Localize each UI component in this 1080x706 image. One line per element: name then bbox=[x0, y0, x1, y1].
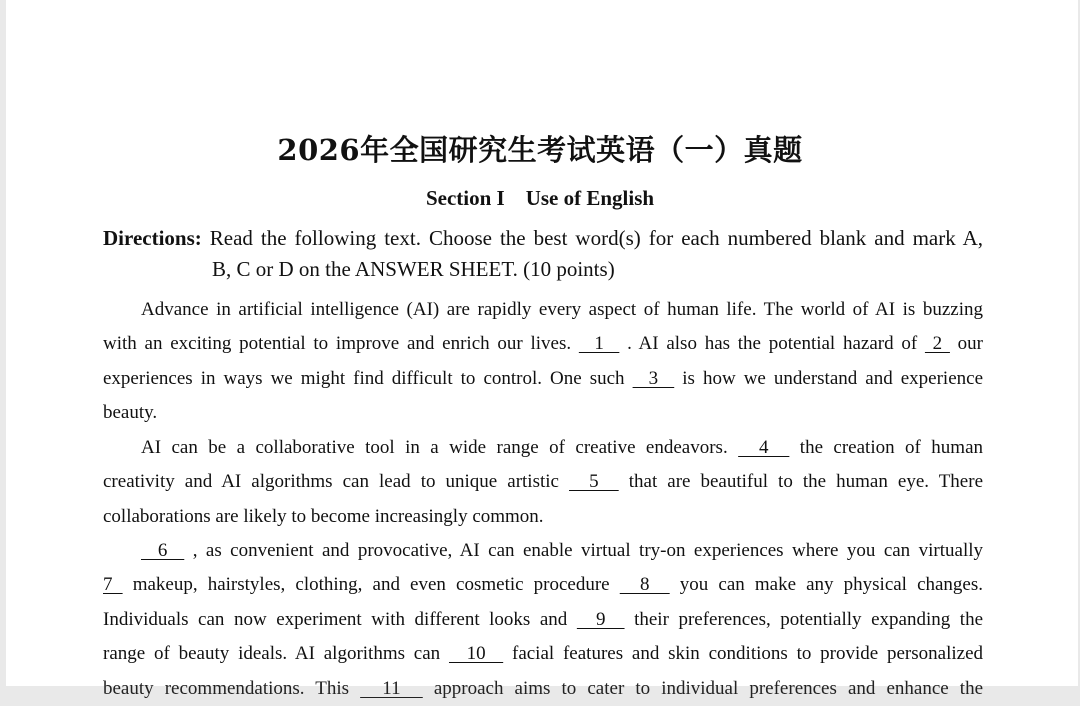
text-line bbox=[103, 327, 983, 361]
blank-9[interactable]: 9 bbox=[576, 608, 625, 630]
blank-10[interactable]: 10 bbox=[448, 643, 504, 665]
text-run: that are beautiful to the human eye. There bbox=[618, 471, 983, 493]
text-run: , as convenient and provocative, AI can enable virtual try-on experiences where you can virtually bbox=[184, 540, 984, 561]
blank-5[interactable]: 5 bbox=[569, 471, 619, 493]
blank-11[interactable]: 11 bbox=[360, 677, 423, 699]
text-run: experiences in ways we might find difficult to control. One such bbox=[103, 367, 633, 389]
text-line bbox=[103, 603, 983, 637]
section-heading: Section I Use of English bbox=[425, 186, 655, 210]
text-line bbox=[103, 568, 983, 602]
text-run: AI can be a collaborative tool in a wide range of creative endeavors. bbox=[141, 437, 739, 458]
text-line bbox=[103, 293, 983, 327]
text-run: the creation of human bbox=[789, 437, 984, 458]
text-line bbox=[103, 362, 983, 396]
text-run: range of beauty ideals. AI algorithms can bbox=[103, 643, 449, 665]
text-line bbox=[103, 431, 983, 465]
blank-1[interactable]: 1 bbox=[578, 333, 620, 355]
blank-4[interactable]: 4 bbox=[738, 437, 790, 458]
blank-2[interactable]: 2 bbox=[924, 333, 950, 355]
blank-3[interactable]: 3 bbox=[632, 367, 675, 389]
directions-label: Directions: bbox=[103, 226, 202, 250]
paragraph-1 bbox=[103, 293, 983, 431]
directions-line-2: B, C or D on the ANSWER SHEET. (10 points) bbox=[212, 257, 615, 281]
blank-7[interactable]: 7 bbox=[103, 574, 123, 596]
text-run: facial features and skin conditions to provide personalized bbox=[503, 643, 983, 665]
text-run: approach aims to cater to individual preferences and enhance the bbox=[422, 677, 983, 699]
blank-6[interactable]: 6 bbox=[141, 540, 185, 561]
text-run: is how we understand and experience bbox=[674, 367, 984, 389]
text-line bbox=[103, 534, 983, 568]
text-run: beauty. bbox=[103, 402, 158, 424]
directions-line-1 bbox=[103, 220, 983, 256]
text-line bbox=[103, 637, 983, 671]
page-title: 2026年全国研究生考试英语（一）真题 bbox=[277, 133, 803, 167]
text-run: creativity and AI algorithms can lead to unique artistic bbox=[103, 471, 570, 493]
text-line bbox=[103, 500, 983, 534]
text-run: our bbox=[949, 333, 983, 355]
blank-8[interactable]: 8 bbox=[619, 574, 670, 596]
text-line bbox=[103, 465, 983, 499]
text-run: their preferences, potentially expanding the bbox=[624, 608, 983, 630]
text-line bbox=[103, 672, 983, 706]
paragraph-3 bbox=[103, 534, 983, 706]
text-run: makeup, hairstyles, clothing, and even cosmetic procedure bbox=[122, 574, 620, 596]
directions-text: Read the following text. Choose the best word(s) for each numbered blank and mark A, bbox=[201, 226, 983, 250]
paragraph-2 bbox=[103, 431, 983, 534]
text-run: Advance in artificial intelligence (AI) are rapidly every aspect of human life. The world of AI is buzzing bbox=[141, 299, 983, 320]
text-run: collaborations are likely to become increasingly common. bbox=[103, 505, 544, 527]
text-run: beauty recommendations. This bbox=[103, 677, 361, 699]
text-run: with an exciting potential to improve and enrich our lives. bbox=[103, 333, 579, 355]
text-line bbox=[103, 396, 983, 430]
text-run: Individuals can now experiment with different looks and bbox=[103, 608, 577, 630]
text-run: you can make any physical changes. bbox=[669, 574, 984, 596]
text-run: . AI also has the potential hazard of bbox=[619, 333, 925, 355]
